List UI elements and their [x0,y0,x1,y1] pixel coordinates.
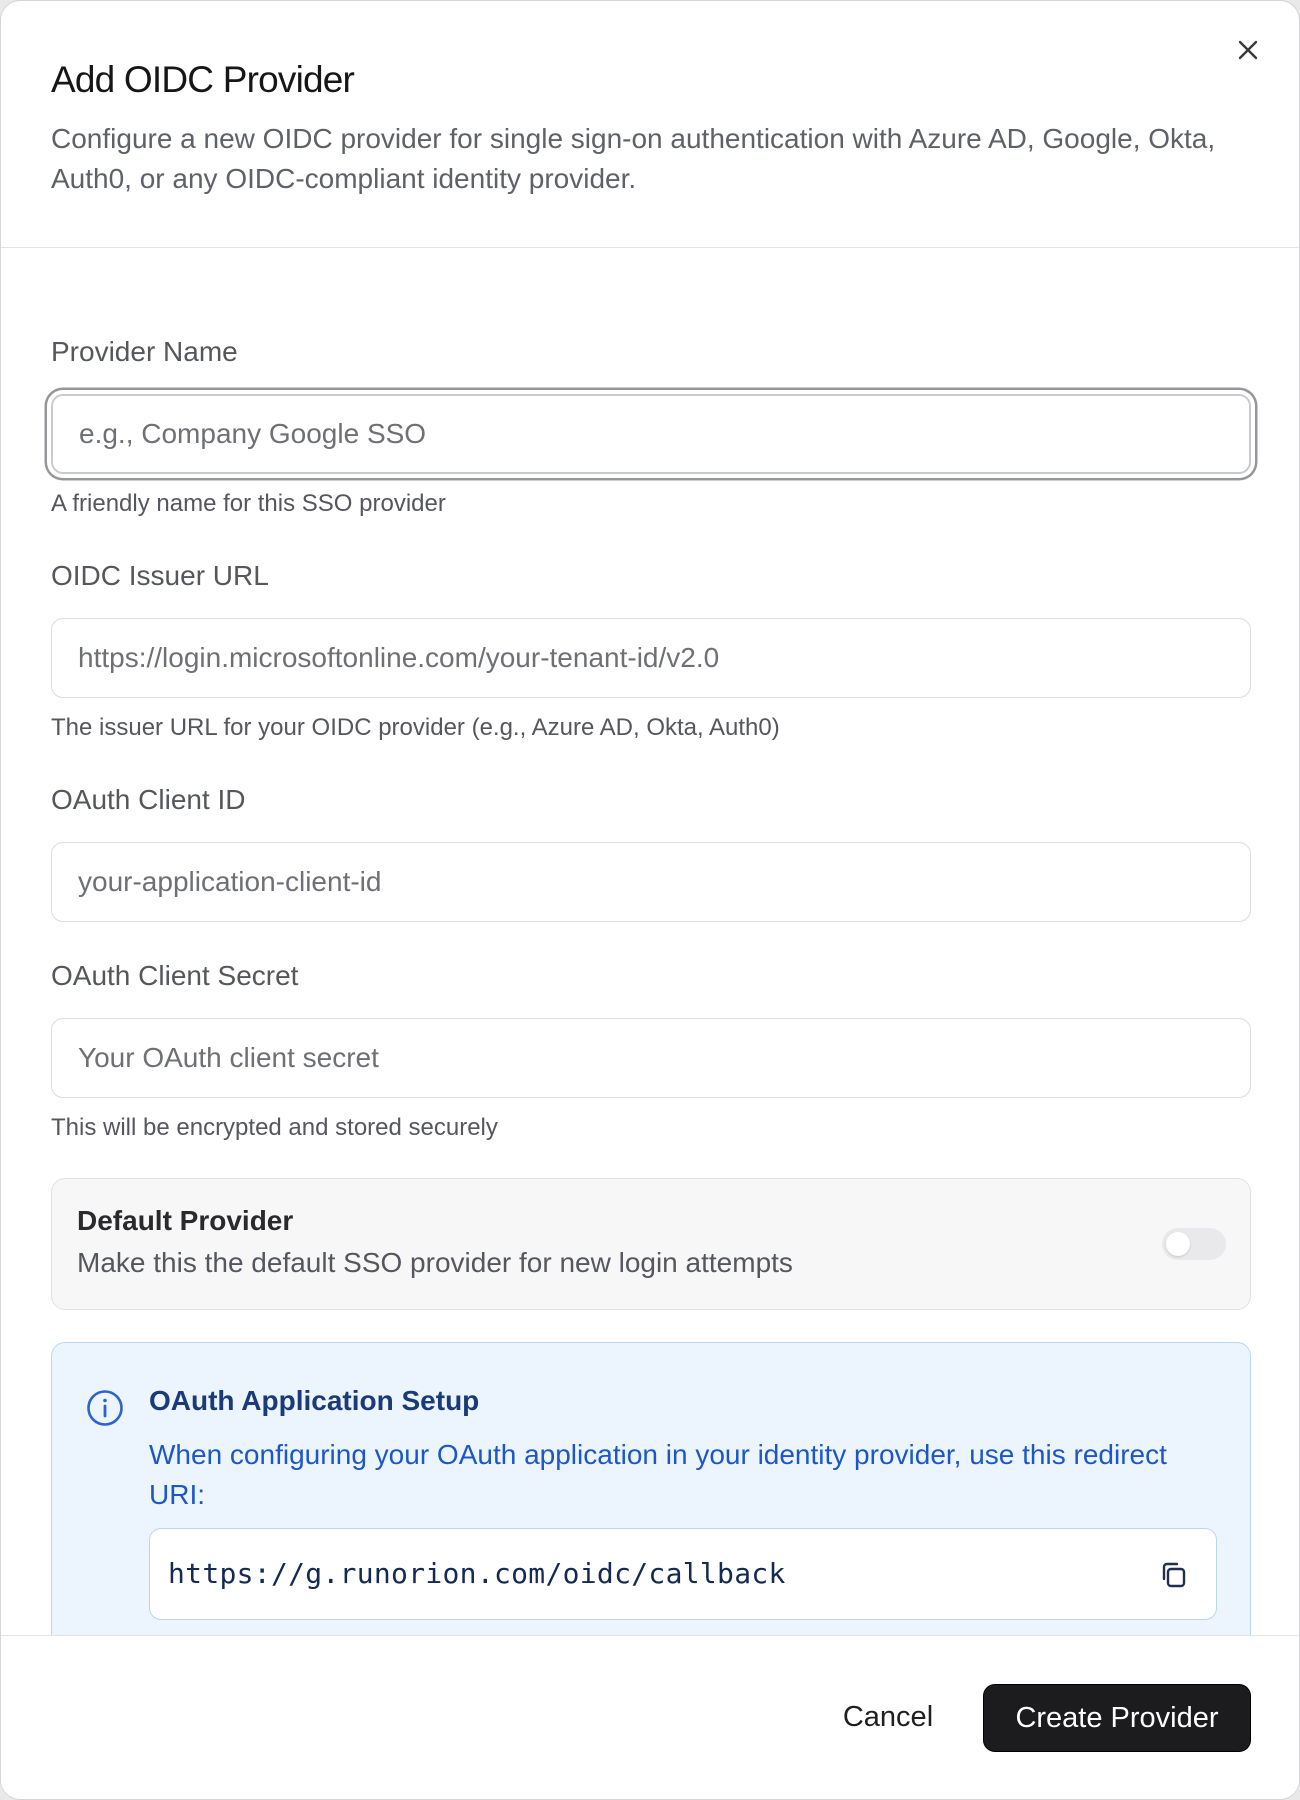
issuer-url-label: OIDC Issuer URL [51,560,269,591]
dialog-title: Add OIDC Provider [51,59,355,100]
client-secret-input[interactable] [51,1018,1251,1098]
close-icon [1236,38,1260,62]
default-provider-title: Default Provider [77,1205,294,1236]
client-id-label: OAuth Client ID [51,784,246,815]
dialog-body [1,249,1299,1635]
client-secret-label: OAuth Client Secret [51,960,299,991]
issuer-url-input[interactable] [51,618,1251,698]
dialog-subtitle: Configure a new OIDC provider for single sign-on authentication with Azure AD, Google, Okta, Auth0, or any OIDC-compliant identity provider. [51,123,1216,194]
redirect-uri-box [149,1528,1217,1620]
info-icon [86,1389,124,1427]
default-provider-card [51,1178,1251,1310]
oauth-setup-info-card [51,1342,1251,1635]
close-button[interactable] [1231,33,1265,67]
client-id-input[interactable] [51,842,1251,922]
provider-name-help: A friendly name for this SSO provider [51,490,446,517]
default-provider-toggle[interactable] [1162,1228,1226,1260]
default-provider-description: Make this the default SSO provider for new login attempts [77,1247,793,1278]
cancel-button[interactable]: Cancel [823,1684,953,1750]
dialog-header [1,1,1299,248]
issuer-url-help: The issuer URL for your OIDC provider (e.g., Azure AD, Okta, Auth0) [51,714,780,741]
oauth-setup-title: OAuth Application Setup [149,1385,480,1416]
provider-name-input[interactable] [51,394,1251,474]
copy-icon[interactable] [1158,1559,1190,1591]
dialog-footer [1,1635,1299,1800]
redirect-uri-value: https://g.runorion.com/oidc/callback [168,1557,786,1590]
toggle-knob [1166,1232,1190,1256]
client-secret-help: This will be encrypted and stored securely [51,1114,498,1141]
oauth-setup-text: When configuring your OAuth application in your identity provider, use this redirect URI: [149,1439,1167,1510]
provider-name-label: Provider Name [51,336,238,367]
create-provider-button[interactable]: Create Provider [983,1684,1251,1752]
